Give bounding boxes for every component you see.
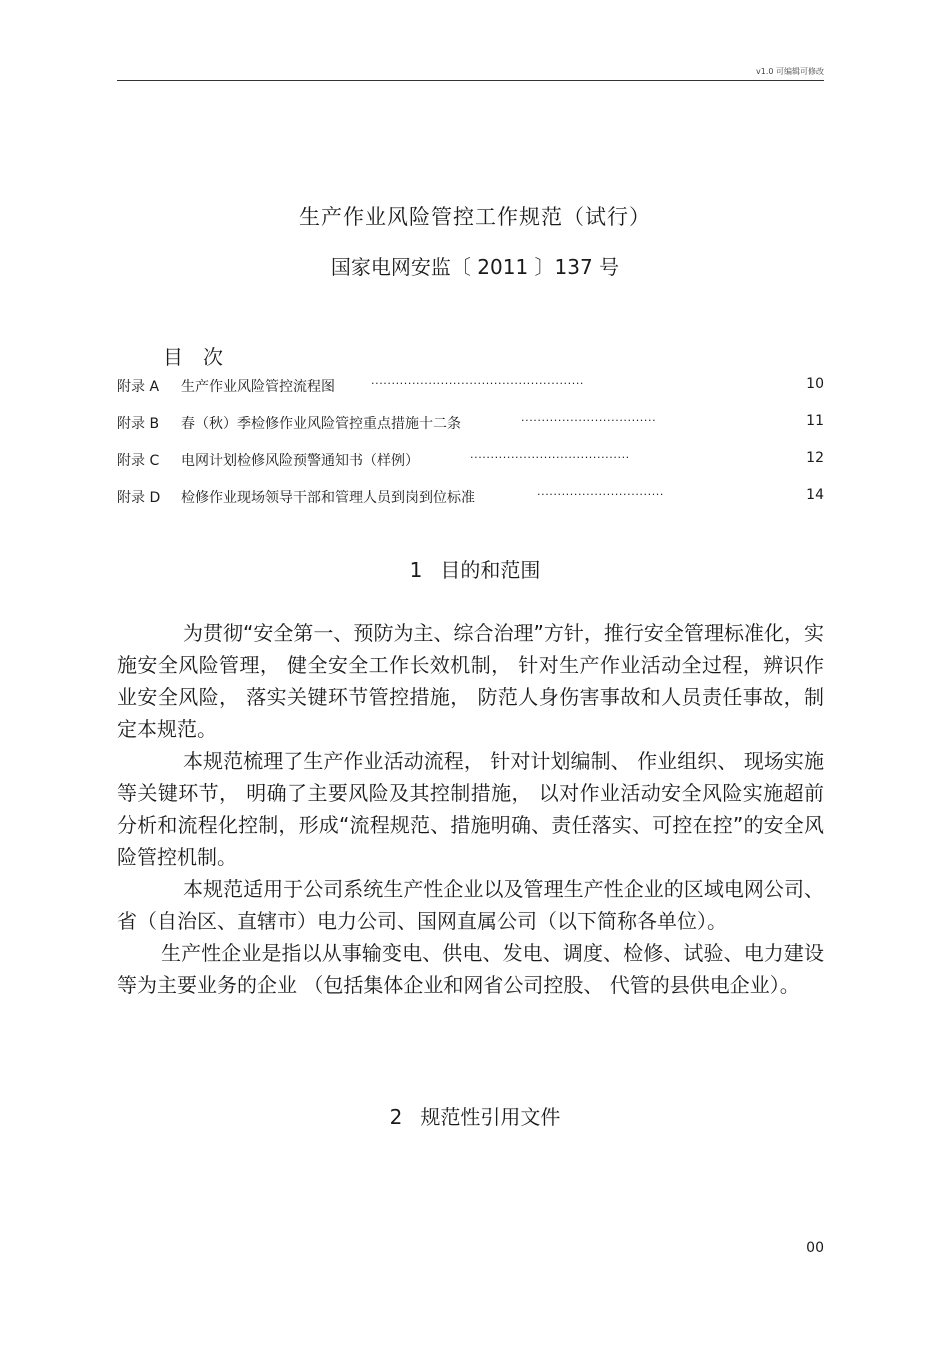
header-version: v1.0 可编辑可修改 (756, 67, 824, 76)
toc-item-page: 11 (806, 413, 824, 429)
section-title: 目的和范围 (440, 558, 541, 582)
toc-item-title: 检修作业现场领导干部和管理人员到岗到位标准 (181, 490, 475, 506)
toc-item-label: 附录 D (117, 490, 161, 506)
toc-item-label: 附录 C (117, 453, 160, 469)
toc-item-page: 14 (806, 487, 824, 503)
document-title: 生产作业风险管控工作规范（试行） (299, 205, 651, 229)
section-2-heading (0, 1101, 950, 1130)
toc-item-title: 春（秋）季检修作业风险管控重点措施十二条 (181, 416, 461, 432)
section-number: 2 (389, 1105, 403, 1129)
toc-item-label: 附录 B (117, 416, 160, 432)
toc-item-page: 12 (806, 450, 824, 466)
header-rule (117, 80, 824, 81)
section-1-body (117, 617, 824, 1001)
toc-item-leader: ............................... (537, 485, 664, 498)
toc-item-page: 10 (806, 376, 824, 392)
section-title: 规范性引用文件 (420, 1105, 561, 1129)
toc-item[interactable] (117, 376, 824, 396)
toc-item[interactable] (117, 487, 824, 507)
paragraph: 本规范梳理了生产作业活动流程， 针对计划编制、 作业组织、 现场实施等关键环节， 明确了主要风险及其控制措施， 以对作业活动安全风险实施超前分析和流程化控制，形成“流程规范、措施明确、责任落实、可控在控”的安全风险管控机制。 (117, 749, 824, 869)
toc-item-leader: .................................................... (371, 374, 585, 387)
paragraph: 为贯彻“安全第一、预防为主、综合治理”方针，推行安全管理标准化，实施安全风险管理， 健全安全工作长效机制， 针对生产作业活动全过程，辨识作业安全风险， 落实关键环节管控措施， 防范人身伤害事故和人员责任事故，制定本规范。 (117, 621, 824, 741)
paragraph: 生产性企业是指以从事输变电、供电、发电、调度、检修、试验、电力建设等为主要业务的企业 （包括集体企业和网省公司控股、 代管的县供电企业）。 (117, 941, 824, 997)
toc-item-title: 电网计划检修风险预警通知书（样例） (181, 453, 419, 469)
section-number: 1 (409, 558, 423, 582)
toc-item-title: 生产作业风险管控流程图 (181, 379, 335, 395)
toc-item-leader: ....................................... (470, 448, 630, 461)
paragraph: 本规范适用于公司系统生产性企业以及管理生产性企业的区域电网公司、省（自治区、直辖市）电力公司、国网直属公司（以下简称各单位）。 (117, 877, 824, 933)
toc-item-label: 附录 A (117, 379, 160, 395)
toc-item-leader: ................................. (521, 411, 657, 424)
toc-item[interactable] (117, 413, 824, 433)
document-number: 国家电网安监〔 2011 〕137 号 (330, 255, 620, 279)
section-1-heading (0, 554, 950, 583)
toc-item[interactable] (117, 450, 824, 470)
toc-heading: 目次 (163, 345, 243, 369)
page-number: 00 (806, 1240, 824, 1256)
